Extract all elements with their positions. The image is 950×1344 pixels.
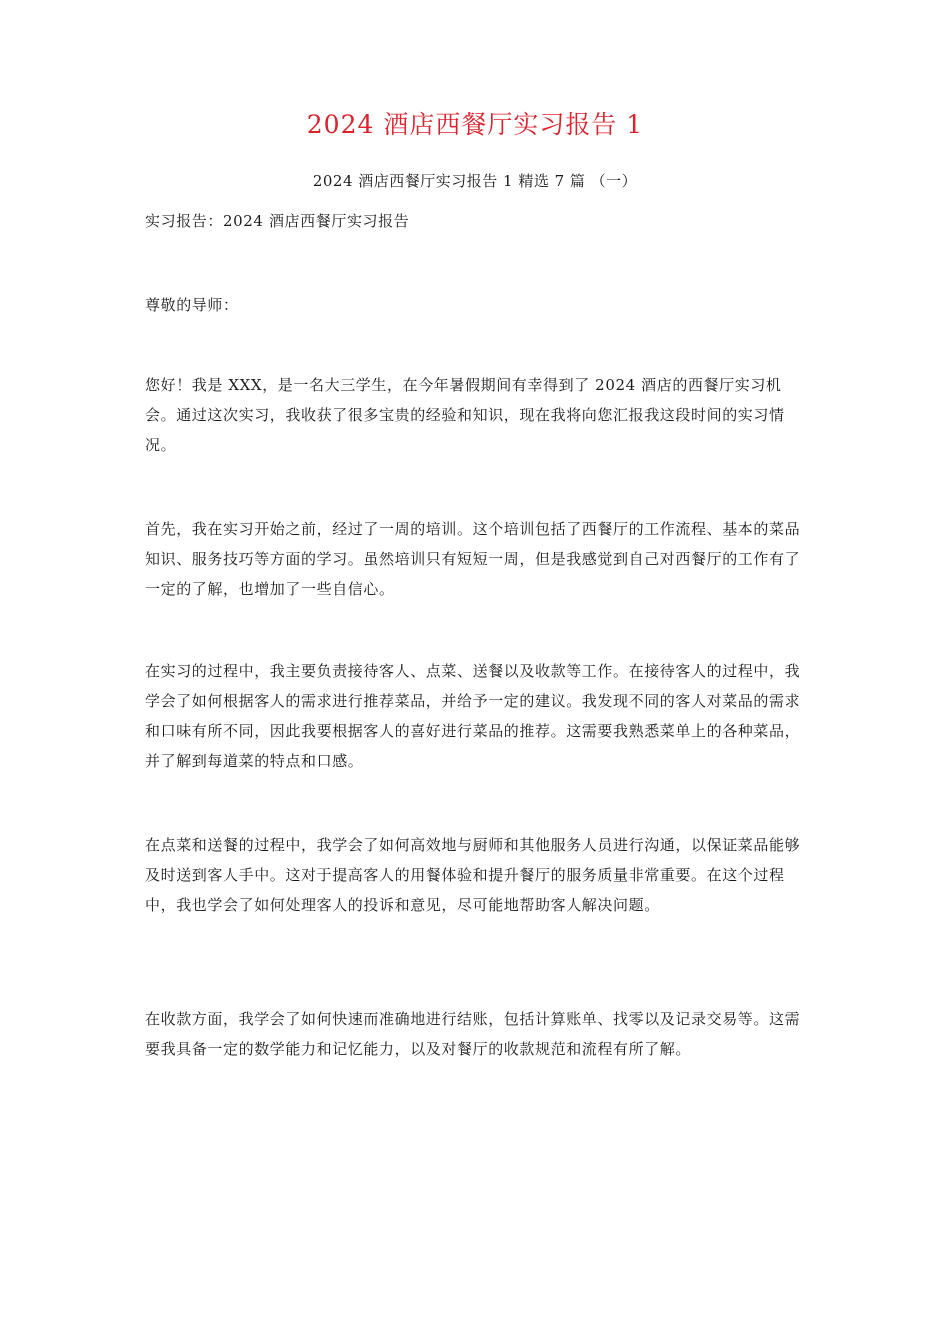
- document-title: 2024 酒店西餐厅实习报告 1: [306, 110, 644, 139]
- report-label-line: 实习报告：2024 酒店西餐厅实习报告: [145, 212, 410, 230]
- greeting: 尊敬的导师：: [145, 296, 239, 314]
- paragraph-payment: 在收款方面，我学会了如何快速而准确地进行结账，包括计算账单、找零以及记录交易等。这需要我具备一定的数学能力和记忆能力，以及对餐厅的收款规范和流程有所了解。: [145, 1010, 801, 1058]
- paragraph-intro: 您好！我是 XXX，是一名大三学生，在今年暑假期间有幸得到了 2024 酒店的西餐厅实习机会。通过这次实习，我收获了很多宝贵的经验和知识，现在我将向您汇报我这段时间的实习情况。: [145, 376, 785, 454]
- document-subtitle: 2024 酒店西餐厅实习报告 1 精选 7 篇 （一）: [312, 172, 638, 190]
- paragraph-ordering: 在点菜和送餐的过程中，我学会了如何高效地与厨师和其他服务人员进行沟通，以保证菜品能够及时送到客人手中。这对于提高客人的用餐体验和提升餐厅的服务质量非常重要。在这个过程中，我也学会了如何处理客人的投诉和意见，尽可能地帮助客人解决问题。: [145, 836, 801, 914]
- paragraph-training: 首先，我在实习开始之前，经过了一周的培训。这个培训包括了西餐厅的工作流程、基本的菜品知识、服务技巧等方面的学习。虽然培训只有短短一周，但是我感觉到自己对西餐厅的工作有了一定的了解，也增加了一些自信心。: [145, 520, 801, 598]
- paragraph-reception: 在实习的过程中，我主要负责接待客人、点菜、送餐以及收款等工作。在接待客人的过程中，我学会了如何根据客人的需求进行推荐菜品，并给予一定的建议。我发现不同的客人对菜品的需求和口味有所不同，因此我要根据客人的喜好进行菜品的推荐。这需要我熟悉菜单上的各种菜品，并了解到每道菜的特点和口感。: [145, 662, 801, 770]
